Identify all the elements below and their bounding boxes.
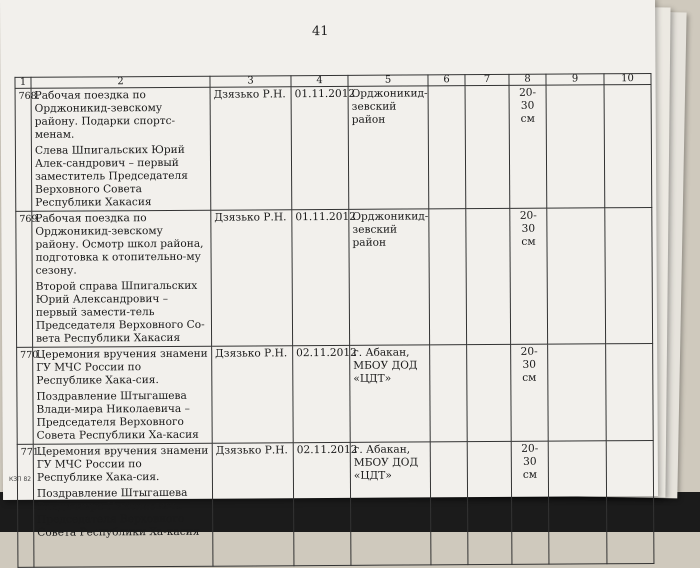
table-row xyxy=(17,441,654,568)
column-header: 2 xyxy=(31,76,210,88)
record-author: Дзязько Р.Н. xyxy=(212,346,294,443)
record-number: 769. xyxy=(16,211,33,347)
record-number: 768. xyxy=(15,88,32,211)
record-number: 771. xyxy=(17,444,34,567)
table-row xyxy=(16,208,653,348)
record-description xyxy=(33,443,213,567)
record-date: 01.11.2012 xyxy=(292,209,350,345)
footer-stamp: КЗП 82 xyxy=(8,475,32,483)
column-header: 5 xyxy=(348,75,428,86)
column-header: 1 xyxy=(15,77,31,88)
empty-cell xyxy=(430,442,468,565)
record-author: Дзязько Р.Н. xyxy=(211,210,293,346)
column-header: 9 xyxy=(546,74,604,85)
description-caption: Поздравление Штыгашева Влади-мира Николаевича – Председателя Верховного Совета Республики Ха-касия xyxy=(36,486,200,539)
column-header: 10 xyxy=(604,74,651,85)
table-row xyxy=(15,85,652,212)
description-title: Церемония вручения знамени ГУ МЧС России по Республике Хака-сия. xyxy=(36,444,209,484)
empty-cell xyxy=(466,208,511,344)
description-title: Церемония вручения знамени ГУ МЧС России по Республике Хака-сия. xyxy=(36,347,208,387)
empty-cell xyxy=(548,344,607,441)
empty-cell xyxy=(467,344,512,441)
record-size: 20-30 см xyxy=(509,85,547,208)
record-date: 01.11.2012 xyxy=(291,86,349,209)
photo-catalog-table xyxy=(14,73,654,568)
description-title: Рабочая поездка по Орджоникид-зевскому району. Подарки спортс-менам. xyxy=(34,89,176,141)
column-header: 6 xyxy=(428,75,465,86)
record-description xyxy=(32,210,212,347)
record-author: Дзязько Р.Н. xyxy=(210,87,292,210)
empty-cell xyxy=(430,345,468,442)
record-number: 770. xyxy=(17,347,34,444)
record-size: 20-30 см xyxy=(511,344,549,441)
column-header: 3 xyxy=(210,76,291,87)
record-size: 20-30 см xyxy=(511,441,549,564)
record-place: Орджоникид-зевский район xyxy=(349,209,430,345)
record-author: Дзязько Р.Н. xyxy=(212,443,294,566)
table-row xyxy=(17,344,654,445)
page-number: 41 xyxy=(311,23,329,40)
empty-cell xyxy=(606,344,654,441)
record-date: 02.11.2012 xyxy=(293,442,351,565)
column-header: 7 xyxy=(465,74,509,85)
empty-cell xyxy=(605,208,653,344)
record-place: г. Абакан, МБОУ ДОД «ЦДТ» xyxy=(350,442,431,565)
record-description xyxy=(31,87,211,211)
record-date: 02.11.2012 xyxy=(293,345,351,442)
empty-cell xyxy=(606,441,654,564)
column-header: 8 xyxy=(509,74,546,85)
empty-cell xyxy=(548,441,607,564)
record-place: г. Абакан, МБОУ ДОД «ЦДТ» xyxy=(350,345,431,442)
description-title: Рабочая поездка по Орджоникид-зевскому району. Осмотр школ района, подготовка к отопительно-му сезону. xyxy=(35,212,204,277)
record-size: 20-30 см xyxy=(510,208,548,344)
empty-cell xyxy=(429,209,467,345)
description-caption: Слева Шпигальских Юрий Алек-сандрович – первый заместитель Председателя Верховного Совета Республики Хакасия xyxy=(34,143,188,209)
empty-cell xyxy=(546,85,605,208)
empty-cell xyxy=(547,208,606,344)
record-place: Орджоникид-зевский район xyxy=(348,86,429,209)
empty-cell xyxy=(428,86,466,209)
empty-cell xyxy=(465,85,510,208)
empty-cell xyxy=(467,441,512,564)
description-caption: Второй справа Шпигальских Юрий Александрович – первый замести-тель Председателя Верховного Со-вета Республики Хакасия xyxy=(35,279,205,345)
description-caption: Поздравление Штыгашева Влади-мира Николаевича – Председателя Верховного Совета Республики Ха-касия xyxy=(36,389,199,442)
column-header: 4 xyxy=(291,75,348,86)
empty-cell xyxy=(604,85,652,208)
record-description xyxy=(33,346,213,444)
